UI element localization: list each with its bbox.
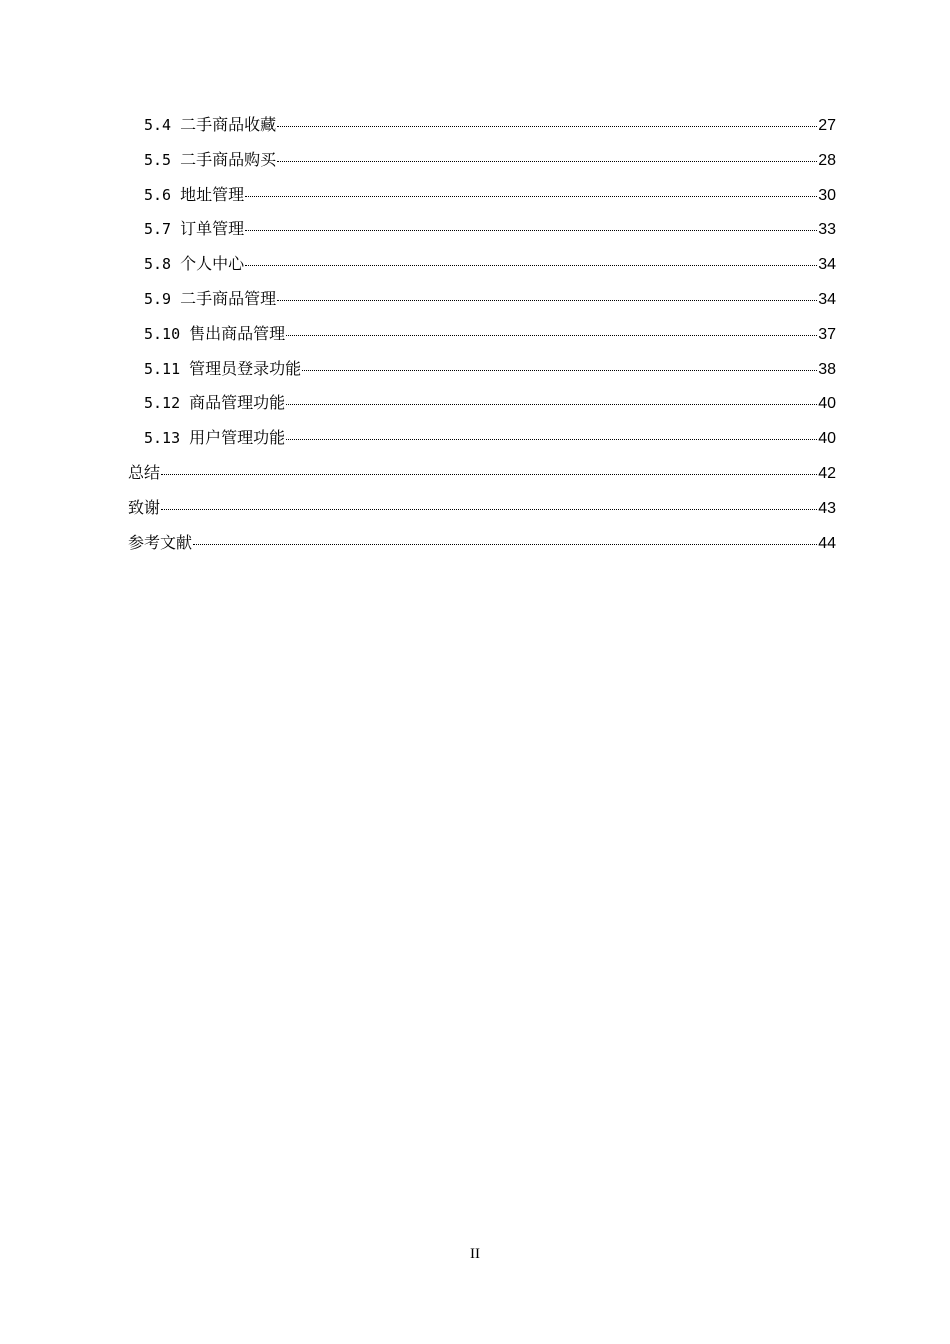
toc-entry-label: 二手商品购买 [180, 149, 277, 169]
toc-entry-number: 5.10 [144, 324, 181, 343]
toc-dot-leader [286, 335, 817, 336]
toc-dot-leader [245, 196, 817, 197]
toc-entry-number: 5.12 [144, 394, 181, 413]
toc-entry[interactable] [128, 496, 836, 531]
toc-entry[interactable] [128, 148, 836, 183]
toc-entry-number: 5.9 [144, 289, 172, 308]
toc-entry-page: 28 [818, 151, 836, 169]
toc-entry-label: 用户管理功能 [189, 428, 286, 448]
toc-entry-label: 地址管理 [180, 184, 245, 204]
toc-entry-number: 5.5 [144, 150, 172, 169]
toc-entry-label: 总结 [128, 462, 161, 482]
toc-entry-page: 44 [818, 534, 836, 552]
toc-entry-number: 5.7 [144, 220, 172, 239]
toc-entry[interactable] [128, 531, 836, 566]
toc-entry-label: 售出商品管理 [189, 323, 286, 343]
toc-entry-page: 40 [818, 395, 836, 413]
toc-entry-label: 商品管理功能 [189, 393, 286, 413]
toc-dot-leader [302, 370, 817, 371]
toc-entry[interactable] [128, 113, 836, 148]
toc-entry[interactable] [128, 357, 836, 392]
toc-entry-number: 5.13 [144, 429, 181, 448]
toc-entry-label: 致谢 [128, 497, 161, 517]
toc-entry-label: 参考文献 [128, 532, 193, 552]
toc-entry[interactable] [128, 183, 836, 218]
toc-entry-page: 40 [818, 430, 836, 448]
toc-dot-leader [245, 230, 817, 231]
toc-entry[interactable] [128, 252, 836, 287]
toc-dot-leader [193, 544, 817, 545]
toc-entry-page: 34 [818, 256, 836, 274]
toc-entry-number: 5.6 [144, 185, 172, 204]
toc-entry[interactable] [128, 461, 836, 496]
toc-entry-label: 管理员登录功能 [189, 358, 302, 378]
toc-dot-leader [286, 439, 817, 440]
toc-entry[interactable] [128, 322, 836, 357]
toc-dot-leader [277, 161, 817, 162]
toc-entry-label: 二手商品收藏 [180, 115, 277, 134]
toc-entry-page: 34 [818, 290, 836, 308]
page-number-footer: II [470, 1246, 480, 1262]
toc-dot-leader [161, 509, 817, 510]
toc-entry[interactable] [128, 217, 836, 252]
toc-dot-leader [286, 404, 817, 405]
toc-entry-page: 37 [818, 325, 836, 343]
toc-entry-number: 5.11 [144, 359, 181, 378]
toc-entry-page: 27 [818, 117, 836, 134]
toc-entry-number: 5.8 [144, 255, 172, 274]
toc-entry-label: 个人中心 [180, 254, 245, 274]
toc-entry-page: 30 [818, 186, 836, 204]
toc-dot-leader [161, 474, 817, 475]
toc-entry-label: 二手商品管理 [180, 288, 277, 308]
toc-entry-page: 33 [818, 221, 836, 239]
toc-entry[interactable] [128, 287, 836, 322]
toc-dot-leader [277, 300, 817, 301]
toc-entry-page: 43 [818, 499, 836, 517]
table-of-contents [128, 113, 836, 565]
toc-entry-page: 42 [818, 464, 836, 482]
toc-dot-leader [277, 126, 817, 127]
toc-entry-label: 订单管理 [180, 219, 245, 239]
toc-entry[interactable] [128, 391, 836, 426]
toc-entry-page: 38 [818, 360, 836, 378]
toc-dot-leader [245, 265, 817, 266]
toc-entry[interactable] [128, 426, 836, 461]
toc-entry-number: 5.4 [144, 116, 172, 134]
